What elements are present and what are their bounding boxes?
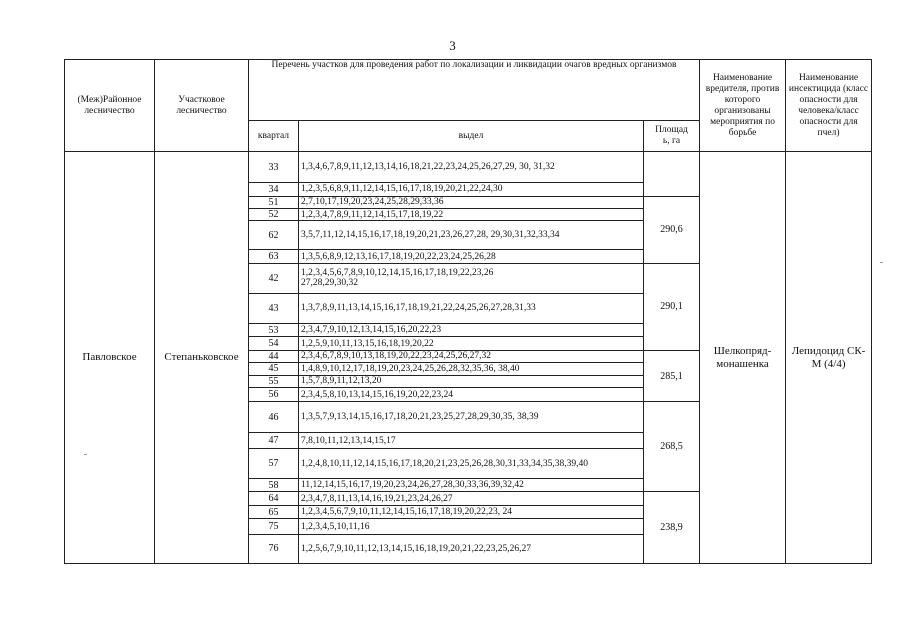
kvartal-cell: 65 [249,505,299,518]
vydel-cell [299,433,644,449]
kvartal-cell: 56 [249,387,299,401]
vydel-line: 1,2,4,8,10,11,12,14,15,16,17,18,20,21,23,25,26,28,30,31,33,34,35,38,39,40 [301,458,589,469]
area-cell: 290,6 [644,196,700,263]
vydel-line: 7,8,10,11,12,13,14,15,17 [301,435,396,446]
vydel-line: 2,3,4,7,9,10,12,13,14,15,16,20,22,23 [301,325,442,336]
vydel-line: 1,3,4,6,7,8,9,11,12,13,14,16,18,21,22,23,24,25,26,27,29, 30, 31,32 [301,162,555,173]
vydel-cell [299,519,644,535]
area-cell: 290,1 [644,263,700,350]
vydel-cell [299,363,644,375]
vydel-line: 1,4,8,9,10,12,17,18,19,20,23,24,25,26,28,32,35,36, 38,40 [301,363,520,374]
vydel-line: 1,2,3,4,7,8,9,11,12,14,15,17,18,19,22 [301,209,444,220]
kvartal-cell: 64 [249,492,299,505]
vydel-cell [299,221,644,250]
kvartal-cell: 33 [249,152,299,183]
kvartal-cell: 34 [249,183,299,196]
kvartal-cell: 63 [249,250,299,263]
kvartal-cell: 58 [249,479,299,492]
vydel-line: 1,3,5,7,9,13,14,15,16,17,18,20,21,23,25,27,28,29,30,35, 38,39 [301,412,539,423]
kvartal-cell: 52 [249,209,299,221]
header-area-line2: ь, га [662,136,681,147]
vydel-cell [299,505,644,518]
vydel-line: 2,3,4,5,8,10,13,14,15,16,19,20,22,23,24 [301,389,453,400]
kvartal-cell: 51 [249,196,299,208]
vydel-cell [299,375,644,387]
vydel-line: 11,12,14,15,16,17,19,20,23,24,26,27,28,30,33,36,39,32,42 [301,480,524,491]
vydel-line: 1,2,5,9,10,11,13,15,16,18,19,20,22 [301,338,434,349]
header-pest: Наименование вредителя, против которого организованы мероприятия по борьбе [700,60,786,152]
area-cell [644,152,700,197]
page-number: 3 [449,38,456,53]
header-insecticide: Наименование инсектицида (класс опасности для человека/класс опасности для пчел) [786,60,872,152]
area-cell: 238,9 [644,492,700,564]
header-area [644,121,700,152]
vydel-line: 1,2,3,4,5,6,7,9,10,11,12,14,15,16,17,18,19,20,22,23, 24 [301,507,513,518]
area-cell: 285,1 [644,350,700,402]
scan-mark [880,262,883,263]
vydel-cell [299,492,644,505]
vydel-line: 27,28,29,30,32 [301,278,358,289]
kvartal-cell: 42 [249,263,299,293]
header-kvartal: квартал [249,121,299,152]
area-cell: 268,5 [644,402,700,492]
kvartal-cell: 45 [249,363,299,375]
forest-plots-table [64,59,872,564]
district-cell: Павловское [65,152,155,564]
kvartal-cell: 46 [249,402,299,433]
vydel-line: 3,5,7,11,12,14,15,16,17,18,19,20,21,23,26,27,28, 29,30,31,32,33,34 [301,230,560,241]
insecticide-cell: Лепидоцид СК-М (4/4) [786,152,872,564]
scan-mark [84,454,87,455]
vydel-cell [299,196,644,208]
vydel-cell [299,250,644,263]
header-uchastkovoe: Участковое лесничество [155,60,249,152]
kvartal-cell: 55 [249,375,299,387]
kvartal-cell: 53 [249,323,299,336]
vydel-cell [299,209,644,221]
vydel-line: 1,2,5,6,7,9,10,11,12,13,14,15,16,18,19,20,21,22,23,25,26,27 [301,543,532,554]
kvartal-cell: 54 [249,337,299,350]
vydel-cell [299,350,644,362]
kvartal-cell: 75 [249,519,299,535]
header-area-line1: Площад [655,125,688,136]
kvartal-cell: 76 [249,534,299,563]
kvartal-cell: 57 [249,449,299,479]
vydel-cell [299,534,644,563]
vydel-cell [299,479,644,492]
vydel-cell [299,263,644,293]
vydel-line: 1,3,7,8,9,11,13,14,15,16,17,18,19,21,22,24,25,26,27,28,31,33 [301,303,536,314]
uchastkovoe-cell: Степаньковское [155,152,249,564]
vydel-cell [299,402,644,433]
kvartal-cell: 44 [249,350,299,362]
vydel-cell [299,449,644,479]
pest-cell: Шелкопряд-монашенка [700,152,786,564]
vydel-cell [299,293,644,323]
vydel-line: 1,3,5,6,8,9,12,13,16,17,18,19,20,22,23,24,25,26,28 [301,251,496,262]
vydel-line: 1,2,3,5,6,8,9,11,12,14,15,16,17,18,19,20,21,22,24,30 [301,184,503,195]
vydel-line: 2,3,4,6,7,8,9,10,13,18,19,20,22,23,24,25,26,27,32 [301,351,491,362]
kvartal-cell: 62 [249,221,299,250]
table-row [65,152,872,183]
vydel-cell [299,387,644,401]
vydel-line: 1,2,3,4,5,10,11,16 [301,521,370,532]
header-district: (Меж)Районное лесничество [65,60,155,152]
vydel-cell [299,183,644,196]
vydel-line: 1,5,7,8,9,11,12,13,20 [301,376,382,387]
vydel-cell [299,337,644,350]
header-vydel: выдел [299,121,644,152]
kvartal-cell: 47 [249,433,299,449]
vydel-cell [299,323,644,336]
kvartal-cell: 43 [249,293,299,323]
vydel-line: 2,7,10,17,19,20,23,24,25,28,29,33,36 [301,197,444,208]
vydel-line: 1,2,3,4,5,6,7,8,9,10,12,14,15,16,17,18,19,22,23,26 [301,268,494,279]
header-plots-list: Перечень участков для проведения работ по локализации и ликвидации очагов вредных организмов [249,60,700,121]
vydel-cell [299,152,644,183]
vydel-line: 2,3,4,7,8,11,13,14,16,19,21,23,24,26,27 [301,493,453,504]
